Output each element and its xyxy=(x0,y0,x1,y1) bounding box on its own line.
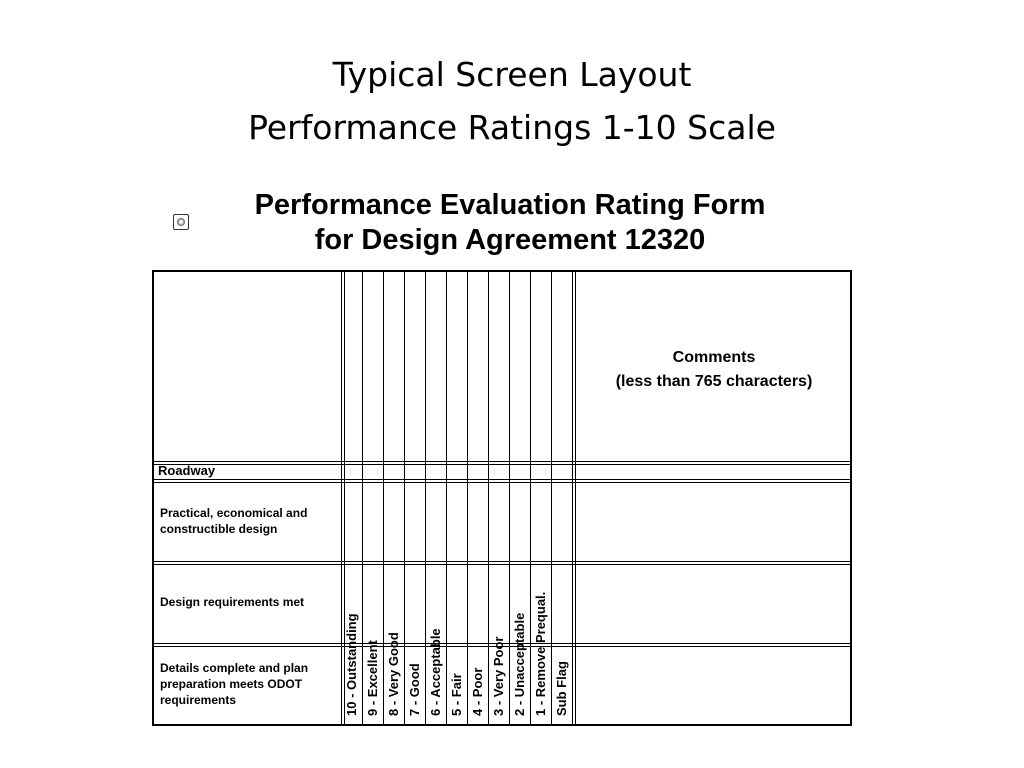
rating-header-4 xyxy=(468,536,488,716)
slide-title xyxy=(0,48,1024,154)
rating-header-label: 3 - Very Poor xyxy=(491,636,506,716)
rating-header-7 xyxy=(405,536,425,716)
rating-header-8 xyxy=(384,536,404,716)
rating-header-6 xyxy=(426,536,446,716)
rating-header-label: 10 - Outstanding xyxy=(344,613,359,716)
rating-header-5 xyxy=(447,536,467,716)
rating-header-label: 2 - Unacceptable xyxy=(512,612,527,716)
column-divider xyxy=(572,272,576,724)
rating-header-9 xyxy=(363,536,383,716)
row-divider xyxy=(154,461,850,465)
rating-header-sub-flag xyxy=(552,536,572,716)
row-divider xyxy=(154,479,850,483)
rating-header-label: 7 - Good xyxy=(407,663,422,716)
rating-header-label: 1 - Remove Prequal. xyxy=(533,591,548,716)
rating-header-label: Sub Flag xyxy=(554,661,569,716)
rating-header-1 xyxy=(531,536,551,716)
rating-header-10 xyxy=(342,536,362,716)
form-title-line-2: for Design Agreement 12320 xyxy=(314,224,706,256)
rating-header-label: 6 - Acceptable xyxy=(428,628,443,716)
form-title xyxy=(190,188,830,258)
rating-header-2 xyxy=(510,536,530,716)
slide-title-line-1: Typical Screen Layout xyxy=(332,55,692,94)
comments-header xyxy=(576,346,852,394)
criterion-label: Practical, economical and constructible design xyxy=(160,506,308,536)
form-title-line-1: Performance Evaluation Rating Form xyxy=(254,189,766,221)
comments-header-title: Comments xyxy=(672,349,756,366)
rating-header-label: 9 - Excellent xyxy=(365,640,380,716)
rating-header-label: 8 - Very Good xyxy=(386,632,401,716)
section-label-roadway: Roadway xyxy=(158,463,216,478)
criterion-label: Details complete and plan preparation meets ODOT requirements xyxy=(160,661,309,707)
rating-header-3 xyxy=(489,536,509,716)
comments-header-note: (less than 765 characters) xyxy=(615,373,813,390)
rating-header-label: 4 - Poor xyxy=(470,667,485,716)
rating-header-label: 5 - Fair xyxy=(449,673,464,716)
slide-title-line-2: Performance Ratings 1-10 Scale xyxy=(248,108,776,147)
criterion-label: Design requirements met xyxy=(160,595,305,609)
form-icon xyxy=(173,214,189,230)
rating-table xyxy=(152,270,852,726)
